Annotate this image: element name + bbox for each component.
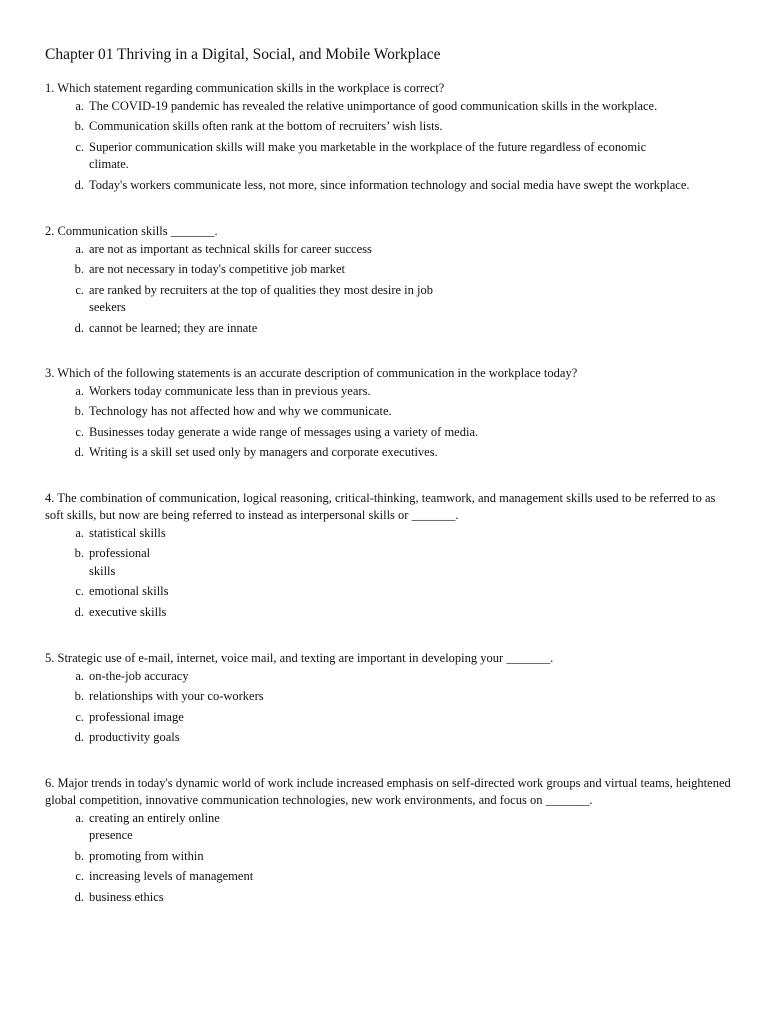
option-text: professional image xyxy=(89,709,184,724)
option-letter: d. xyxy=(74,730,84,744)
option-letter: d. xyxy=(74,177,84,192)
option-c xyxy=(45,282,735,317)
option-letter: a. xyxy=(75,98,84,113)
question-text: 1. Which statement regarding communication skills in the workplace is correct? xyxy=(45,81,445,95)
option-text: are not as important as technical skills for career success xyxy=(89,241,372,256)
option-c xyxy=(45,424,735,442)
option-text: Superior communication skills will make you marketable in the workplace of the future regardless of economic climate. xyxy=(89,139,647,171)
option-letter: b. xyxy=(74,262,84,276)
option-text: promoting from within xyxy=(89,848,204,863)
question-1 xyxy=(45,80,735,194)
option-d xyxy=(45,320,735,338)
option-letter: c. xyxy=(75,424,84,439)
option-d xyxy=(45,604,735,622)
option-text: business ethics xyxy=(89,889,164,904)
question-2 xyxy=(45,223,735,337)
question-text: 2. Communication skills _______. xyxy=(45,224,218,238)
option-b xyxy=(45,261,735,279)
option-letter: c. xyxy=(75,584,84,598)
option-d xyxy=(45,889,735,907)
option-b xyxy=(45,688,735,706)
document-page xyxy=(45,44,735,909)
option-a xyxy=(45,668,735,686)
option-text: professional skills xyxy=(89,546,151,578)
option-c xyxy=(45,139,735,174)
option-text: executive skills xyxy=(89,604,167,619)
option-list xyxy=(45,525,735,622)
question-6 xyxy=(45,775,735,907)
question-text: 3. Which of the following statements is an accurate description of communication in the workplace today? xyxy=(45,366,578,380)
question-text: 5. Strategic use of e-mail, internet, voice mail, and texting are important in developing your _______. xyxy=(45,651,554,665)
question-text: 6. Major trends in today's dynamic world of work include increased emphasis on self-directed work groups and virtual teams, heightened global competition, innovative communication technologies, new work environments, and focus on _______. xyxy=(45,775,731,807)
option-text: on-the-job accuracy xyxy=(89,668,189,683)
option-letter: c. xyxy=(75,709,84,724)
option-letter: b. xyxy=(74,546,84,560)
question-3 xyxy=(45,365,735,462)
option-text: cannot be learned; they are innate xyxy=(89,320,258,335)
chapter-title: Chapter 01 Thriving in a Digital, Social, and Mobile Workplace xyxy=(45,46,441,63)
option-text: Technology has not affected how and why we communicate. xyxy=(89,404,392,418)
option-list xyxy=(45,810,735,907)
option-letter: d. xyxy=(74,445,84,459)
option-letter: a. xyxy=(75,668,84,683)
option-a xyxy=(45,241,735,259)
option-letter: d. xyxy=(74,320,84,335)
option-letter: b. xyxy=(74,689,84,703)
option-letter: c. xyxy=(75,869,84,883)
option-b xyxy=(45,403,735,421)
option-letter: b. xyxy=(74,848,84,863)
option-list xyxy=(45,668,735,747)
option-letter: a. xyxy=(75,525,84,540)
option-text: creating an entirely online presence xyxy=(89,810,220,842)
option-text: are ranked by recruiters at the top of qualities they most desire in job seekers xyxy=(89,282,433,314)
option-a xyxy=(45,810,735,845)
option-text: Today's workers communicate less, not more, since information technology and social media have swept the workplace. xyxy=(89,177,690,192)
option-list xyxy=(45,383,735,462)
option-text: relationships with your co-workers xyxy=(89,689,264,703)
option-list xyxy=(45,98,735,195)
option-text: The COVID-19 pandemic has revealed the relative unimportance of good communication skills in the workplace. xyxy=(89,98,658,113)
option-text: Workers today communicate less than in previous years. xyxy=(89,383,371,398)
option-text: Communication skills often rank at the bottom of recruiters’ wish lists. xyxy=(89,119,443,133)
option-c xyxy=(45,583,735,601)
option-b xyxy=(45,118,735,136)
option-letter: a. xyxy=(75,810,84,825)
option-c xyxy=(45,868,735,886)
question-4 xyxy=(45,490,735,622)
option-letter: a. xyxy=(75,241,84,256)
option-text: productivity goals xyxy=(89,730,180,744)
option-letter: a. xyxy=(75,383,84,398)
option-letter: d. xyxy=(74,889,84,904)
option-text: statistical skills xyxy=(89,525,166,540)
option-letter: d. xyxy=(74,604,84,619)
option-text: emotional skills xyxy=(89,584,169,598)
option-a xyxy=(45,525,735,543)
option-text: Businesses today generate a wide range of messages using a variety of media. xyxy=(89,424,479,439)
option-text: are not necessary in today's competitive job market xyxy=(89,262,345,276)
option-letter: c. xyxy=(75,282,84,297)
question-text: 4. The combination of communication, logical reasoning, critical-thinking, teamwork, and management skills used to be referred to as soft skills, but now are being referred to instead as interpersonal skills or _______. xyxy=(45,490,716,522)
option-letter: b. xyxy=(74,404,84,418)
option-text: Writing is a skill set used only by managers and corporate executives. xyxy=(89,445,438,459)
option-b xyxy=(45,848,735,866)
option-c xyxy=(45,709,735,727)
option-d xyxy=(45,444,735,462)
question-5 xyxy=(45,650,735,747)
option-a xyxy=(45,383,735,401)
option-text: increasing levels of management xyxy=(89,869,254,883)
option-b xyxy=(45,545,735,580)
option-letter: c. xyxy=(75,139,84,154)
option-list xyxy=(45,241,735,338)
option-d xyxy=(45,729,735,747)
option-d xyxy=(45,177,735,195)
option-letter: b. xyxy=(74,119,84,133)
option-a xyxy=(45,98,735,116)
